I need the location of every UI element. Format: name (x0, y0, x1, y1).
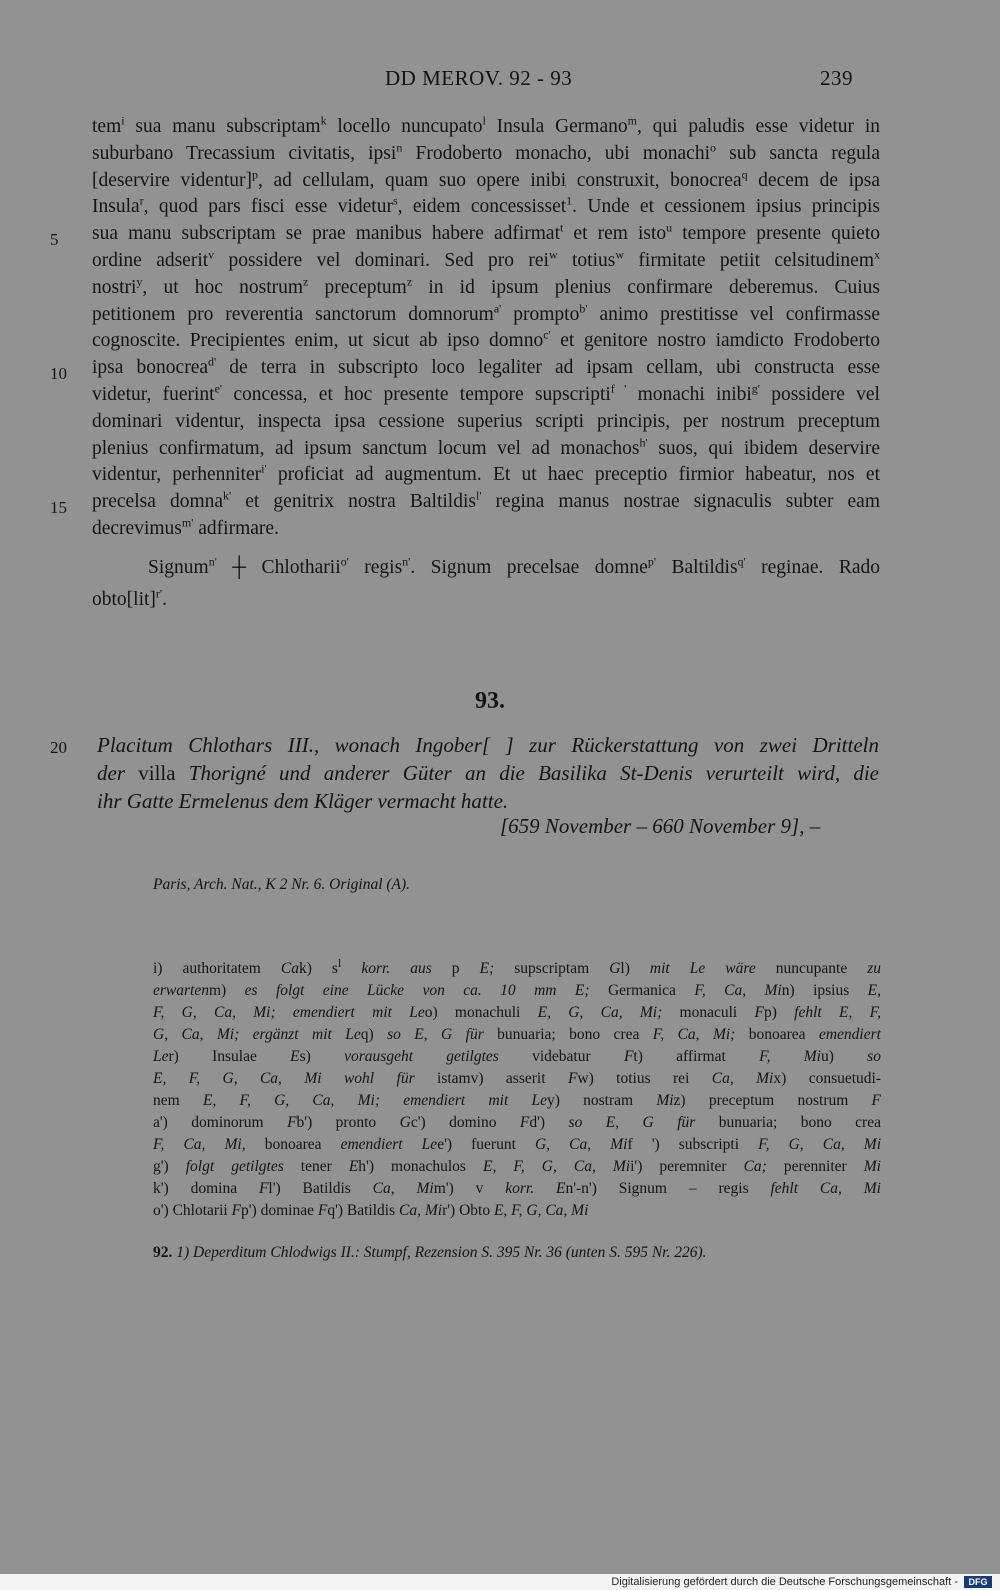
footnote-run: korr. aus (341, 960, 432, 977)
text-run: , qui paludis esse videtur in (636, 116, 881, 137)
footnote-run: F (871, 1092, 881, 1109)
footnote-marker: o' (340, 554, 349, 569)
footnote-run: E, F, G, Ca, Mi (493, 1202, 589, 1219)
footnote-run: r') Obto (442, 1202, 494, 1219)
footnote-run: e') fuerunt (437, 1136, 535, 1153)
footnote-marker: t (560, 220, 564, 235)
text-run: firmitate petiit celsitudinem (624, 250, 875, 271)
footnote-marker: e' (214, 381, 223, 396)
footnote-run: perenniter (766, 1158, 864, 1175)
footnote-line (153, 980, 881, 1002)
footnote-run: tener (283, 1158, 349, 1175)
footnote-marker: z (406, 274, 413, 289)
footnote-run: b') pronto (296, 1114, 400, 1131)
footnote-run: q) (360, 1026, 388, 1043)
footnote-line (153, 1090, 881, 1112)
footnote-marker: m (627, 113, 637, 128)
footnote-marker: k' (223, 488, 232, 503)
footnote-run: folgt getilgtes (185, 1158, 284, 1175)
text-run: sua manu subscriptam (124, 116, 321, 137)
footnote-run: so E, G für (568, 1114, 696, 1131)
footnote-run: p) (763, 1004, 795, 1021)
footnote-run: bunuaria; bono crea (695, 1114, 881, 1131)
footnote-marker: y (136, 274, 143, 289)
text-run: tempore presente quieto (672, 223, 880, 245)
footnote-run: es folgt eine Lücke von ca. 10 mm E; (244, 982, 590, 999)
footnote-run: F (231, 1202, 242, 1219)
text-run: ┼ Chlotharii (216, 557, 341, 578)
line-number: 10 (50, 364, 67, 383)
signum-line (148, 554, 880, 579)
text-run: Placitum Chlothars III., wonach Ingober[ ] zur Rückerstattung von zwei Dritteln (97, 733, 879, 757)
footnote-marker: q' (737, 554, 746, 569)
page-number: 239 (820, 66, 853, 90)
footnote-run: p (431, 960, 480, 977)
footnote-run: bonoarea (245, 1136, 341, 1153)
footnote-run: mit Le wäre (649, 960, 756, 977)
footnote-run: emendiert Le (340, 1136, 438, 1153)
footnote-run: G, Ca, Mi (534, 1136, 628, 1153)
footnote-marker: f ' (610, 381, 627, 396)
footnote-run: m) (208, 982, 245, 999)
footnote-marker: b' (579, 301, 588, 316)
text-run: cognoscite. Precipientes enim, ut sicut ab ipso domno (92, 330, 544, 352)
text-run: sub sancta regula (716, 142, 880, 164)
footnote-marker: l' (475, 488, 482, 503)
footnote-run: E, F, G, Ca, Mi; emendiert mit Le (202, 1092, 547, 1109)
footnote-marker: n' (402, 554, 411, 569)
footnote-marker: a' (493, 301, 502, 316)
footnote-run: E; (479, 960, 495, 977)
text-line (92, 302, 880, 328)
footnote-run: so (867, 1048, 881, 1065)
footnote-run: F (317, 1202, 328, 1219)
text-run: , quod pars fisci esse videtur (143, 196, 393, 218)
footnote-run: Ca, Mi (372, 1180, 434, 1197)
footnote-line (153, 1134, 881, 1156)
text-run: videntur, perhenniter (92, 464, 262, 486)
footnote-marker: l (482, 113, 486, 128)
footnote-run: Ca, Mi (711, 1070, 774, 1087)
footnote-run: nuncupante (755, 960, 868, 977)
text-run: possidere vel dominari. Sed pro rei (214, 250, 549, 271)
footnote-run: F (258, 1180, 269, 1197)
text-run: , ad cellulam, quam suo opere inibi construxit, bonocrea (258, 169, 742, 191)
text-run: preceptum (308, 276, 407, 298)
footnote-run: d') (529, 1114, 569, 1131)
footnote-run: Le (153, 1048, 169, 1065)
regest-line (97, 759, 879, 787)
note-text: 1) Deperditum Chlodwigs II.: Stumpf, Rezension S. 395 Nr. 36 (unten S. 595 Nr. 226). (172, 1244, 707, 1261)
footnote-run: F, Ca, Mi; (652, 1026, 736, 1043)
text-run: monachi inibi (626, 384, 752, 405)
footnote-run: fehlt Ca, Mi (770, 1180, 881, 1197)
footnote-line (153, 1046, 881, 1068)
footnote-run: E, F, G, Ca, Mi wohl für (153, 1070, 415, 1087)
footnote-marker: s (392, 193, 398, 208)
text-run: , eidem concessisset (397, 196, 567, 218)
text-line (92, 194, 880, 220)
text-line (92, 382, 880, 408)
regest-line (97, 787, 879, 815)
footnote-marker: i' (261, 461, 267, 476)
line-number: 20 (50, 738, 67, 757)
dfg-logo: DFG (964, 1576, 992, 1588)
text-run: totius (557, 250, 616, 271)
footnote-run: i) authoritatem (153, 960, 281, 977)
text-run: ipsa bonocrea (92, 357, 208, 379)
footnote-run: i') peremniter (630, 1158, 744, 1175)
footnote-run: w) totius rei (577, 1070, 712, 1087)
text-run: ihr Gatte Ermelenus dem Kläger vermacht hatte. (97, 789, 509, 813)
text-run: nostri (92, 276, 137, 298)
signum-line (92, 586, 167, 611)
footnote-marker: 1 (566, 193, 573, 208)
running-header: DD MEROV. 92 - 93 (385, 66, 573, 90)
footnote-run: Mi (656, 1092, 674, 1109)
footnote-run: vorausgeht getilgtes (344, 1048, 499, 1065)
text-run: adfirmare. (193, 518, 279, 539)
text-run: plenius confirmatum, ad ipsum sanctum locum vel ad monachos (92, 437, 640, 459)
footnote-run: erwarten (153, 982, 209, 999)
text-run: Insula (92, 196, 140, 218)
footnote-run: v) asserit (470, 1070, 568, 1087)
footnote-run: emendiert (818, 1026, 881, 1043)
footnote-run: l) (620, 960, 650, 977)
footnote-run: n) ipsius (781, 982, 868, 999)
text-run: Insula Germano (485, 116, 628, 137)
text-run: regis (348, 557, 403, 578)
footnote-run: G (399, 1114, 411, 1131)
text-run: petitionem pro reverentia sanctorum domnorum (92, 303, 494, 325)
text-run: animo prestitisse vel confirmasse (587, 303, 880, 325)
text-line (92, 355, 880, 381)
footnote-marker: o (710, 140, 716, 155)
footnote-line (153, 1002, 881, 1024)
footnote-marker: r (139, 193, 144, 208)
footnote-run: t) affirmat (633, 1048, 760, 1065)
text-run: possidere vel (759, 384, 880, 405)
text-run: reginae. Rado (745, 557, 880, 578)
footnote-marker: i (121, 113, 125, 128)
footnote-run: E, F, G, Ca, Mi (482, 1158, 631, 1175)
footnote-run: F, Ca, Mi, (153, 1136, 246, 1153)
text-run: concessa, et hoc presente tempore supscripti (222, 384, 611, 405)
footnote-run: F (623, 1048, 634, 1065)
footnote-line (153, 955, 882, 980)
footnote-line (153, 1112, 881, 1134)
document-number: 93. (475, 688, 505, 714)
text-run: decrevimus (92, 518, 182, 539)
source-line: Paris, Arch. Nat., K 2 Nr. 6. Original (A). (153, 876, 411, 893)
footnote-marker: d' (208, 354, 217, 369)
footnote-run: F (754, 1004, 764, 1021)
footnote-run: o') Chlotarii (153, 1202, 232, 1219)
footnote-run: istam (414, 1070, 471, 1087)
text-run: videtur, fuerint (92, 384, 215, 405)
footnote-run: h') monachulos (358, 1158, 483, 1175)
text-run: der (97, 761, 139, 785)
footnote-marker: r' (155, 586, 163, 601)
text-run: suos, qui ibidem deservire (647, 437, 880, 459)
text-line (92, 489, 880, 515)
footnote-run: korr. E (505, 1180, 566, 1197)
footnote-run: E, G, Ca, Mi; (537, 1004, 663, 1021)
footnote-run: k) s (298, 960, 338, 977)
text-run: proficiat ad augmentum. Et ut haec preceptio firmior habeatur, nos et (266, 464, 880, 486)
footnote-run: bonoarea (735, 1026, 819, 1043)
credit-text: Digitalisierung gefördert durch die Deutsche Forschungsgemeinschaft - (611, 1576, 958, 1588)
footnote-run: z) preceptum nostrum (673, 1092, 872, 1109)
footnote-marker: n (396, 140, 403, 155)
text-run: decem de ipsa (747, 169, 881, 191)
text-run: . (162, 589, 167, 610)
footnote-marker: m' (181, 515, 194, 530)
text-line (92, 168, 880, 194)
text-run: suburbano Trecassium civitatis, ipsi (92, 142, 397, 164)
regest-line (97, 731, 879, 759)
footnote-run: y) nostram (547, 1092, 657, 1109)
footnote-line (153, 1156, 881, 1178)
footnote-run: p') dominae (241, 1202, 318, 1219)
text-run: tem (92, 116, 122, 137)
footnote-run: F, G, Ca, Mi; emendiert mit Le (153, 1004, 425, 1021)
footnote-run: monaculi (662, 1004, 755, 1021)
footnote-run: Ca, Mi (399, 1202, 443, 1219)
line-number: 5 (50, 230, 59, 249)
text-run: . Signum precelsae domne (410, 557, 648, 578)
text-run: Thorigné und anderer Güter an die Basilika St-Denis verurteilt wird, die (175, 761, 879, 785)
footnote-run: videbatur (498, 1048, 624, 1065)
text-line (92, 248, 880, 274)
line-number: 15 (50, 498, 67, 517)
footnote-run: l') Batildis (268, 1180, 373, 1197)
text-line (92, 275, 880, 301)
text-run: , ut hoc nostrum (142, 276, 304, 298)
text-run: prompto (501, 303, 580, 325)
text-run: obto[lit] (92, 589, 156, 610)
footnote-line (153, 1068, 881, 1090)
footnote-run: s) (299, 1048, 345, 1065)
footnote-run: E (348, 1158, 359, 1175)
text-line (92, 462, 880, 488)
text-run: Frodoberto monacho, ubi monachi (402, 142, 710, 164)
footnote-run: F, G, Ca, Mi (758, 1136, 882, 1153)
footnote-run: E, (867, 982, 882, 999)
text-run: locello nuncupato (326, 116, 483, 137)
text-run: Baltildis (656, 557, 738, 578)
footnote-marker: w (548, 247, 558, 262)
text-run: et rem isto (563, 223, 667, 245)
footnote-run: g') (153, 1158, 186, 1175)
footnote-line (153, 1024, 881, 1046)
footnote-run: bunuaria; bono crea (483, 1026, 653, 1043)
footnote-run: Germanica (589, 982, 695, 999)
text-run: regina manus nostrae signaculis subter eam (481, 491, 881, 513)
text-run: et genitrix nostra Baltildis (231, 491, 476, 513)
text-line (92, 221, 880, 247)
footnote-run: Mi (863, 1158, 881, 1175)
footnote-run: so E, G für (387, 1026, 484, 1043)
footnote-run: c') domino (410, 1114, 520, 1131)
footnote-marker: k (320, 113, 327, 128)
footnote-run: x) consuetudi- (773, 1070, 882, 1087)
text-run: in id ipsum plenius confirmare deberemus. Cuius (412, 276, 881, 298)
text-run: precelsa domna (92, 491, 224, 513)
footnote-run: F (519, 1114, 530, 1131)
footnote-run: F, Ca, Mi (694, 982, 782, 999)
footnote-run: m') v (433, 1180, 506, 1197)
footnote-run: G, Ca, Mi; ergänzt mit Le (153, 1026, 361, 1043)
footnote-marker: x (874, 247, 881, 262)
footnote-run: a') dominorum (153, 1114, 288, 1131)
footnote-run: Ca; (743, 1158, 767, 1175)
footnote-marker: p (252, 167, 258, 182)
text-line (92, 436, 880, 462)
text-line (92, 141, 880, 167)
footnote-run: E (290, 1048, 300, 1065)
footnote-run: Ca (280, 960, 299, 977)
footnote-marker: h' (639, 435, 648, 450)
footnote-marker: g' (751, 381, 760, 396)
footnote-line (153, 1178, 881, 1200)
footnote-marker: q (741, 167, 748, 182)
footnote-run: F, Mi (759, 1048, 821, 1065)
text-run: ordine adserit (92, 250, 209, 271)
footnote-run: n'-n') Signum – regis (565, 1180, 771, 1197)
text-run: villa (138, 761, 176, 785)
footnote-run: zu (867, 960, 882, 977)
footnote-run: q') Batildis (327, 1202, 400, 1219)
footnote-run: f ') subscripti (627, 1136, 759, 1153)
footnote-marker: z (303, 274, 309, 289)
text-line (92, 328, 880, 354)
text-run: Signum (148, 557, 209, 578)
footnote-line (153, 1200, 881, 1222)
note-line (153, 1244, 707, 1262)
footnote-run: o) monachuli (424, 1004, 538, 1021)
footnote-run: u) (820, 1048, 868, 1065)
footnote-run: supscriptam (494, 960, 610, 977)
footnote-marker: p' (647, 554, 656, 569)
footnote-run: nem (153, 1092, 203, 1109)
footnote-run: G (609, 960, 621, 977)
footnote-run: fehlt E, F, (794, 1004, 881, 1021)
footnote-marker: n' (208, 554, 217, 569)
footnote-run: F (287, 1114, 297, 1131)
text-line (92, 516, 880, 542)
footnote-run: l (337, 955, 342, 970)
note-number: 92. (153, 1244, 173, 1261)
text-run: [deservire videntur] (92, 169, 252, 191)
footnote-marker: c' (543, 327, 551, 342)
text-run: . Unde et cessionem ipsius principis (572, 196, 880, 218)
footnote-marker: u (666, 220, 673, 235)
footnote-marker: w (615, 247, 625, 262)
text-run: de terra in subscripto loco legaliter ad ipsam cellam, ubi constructa esse (216, 357, 880, 379)
footnote-run: F (567, 1070, 578, 1087)
text-run: sua manu subscriptam se prae manibus habere adfirmat (92, 223, 560, 245)
footnote-marker: v (208, 247, 215, 262)
date-line: [659 November – 660 November 9], – (500, 814, 821, 838)
text-run: et genitore nostro iamdicto Frodoberto (550, 330, 880, 352)
footnote-run: r) Insulae (168, 1048, 291, 1065)
text-line (92, 114, 880, 140)
text-line (92, 409, 880, 435)
text-run: dominari videntur, inspecta ipsa cessione superius scripti principis, per nostrum preceptum (92, 410, 880, 432)
footnote-run: k') domina (153, 1180, 259, 1197)
